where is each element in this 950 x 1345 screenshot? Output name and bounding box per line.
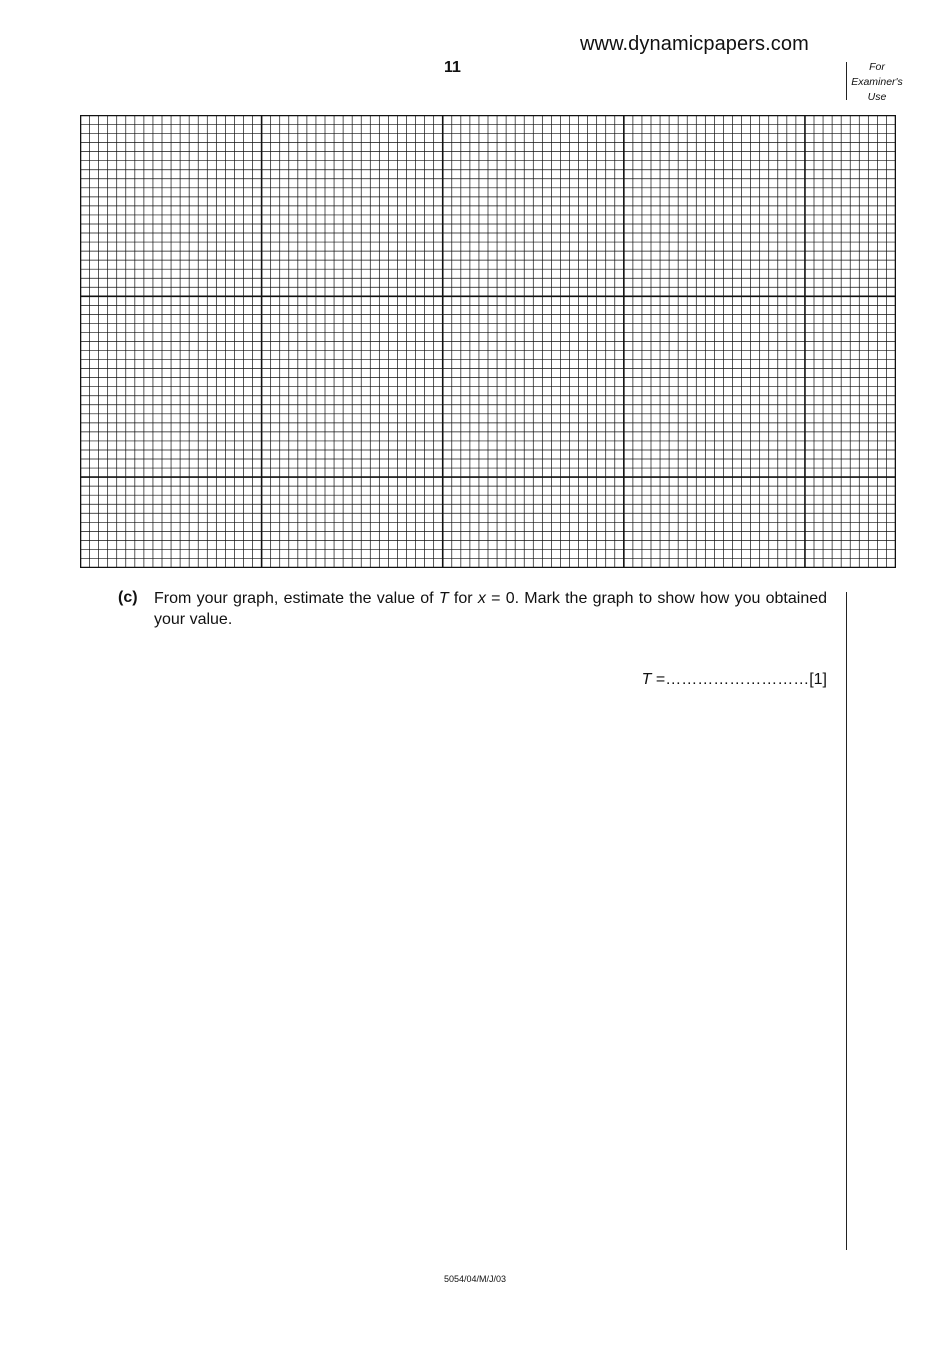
answer-marks: [1] bbox=[809, 671, 827, 688]
graph-paper[interactable] bbox=[80, 115, 896, 568]
examiner-label-line-3: Use bbox=[867, 91, 887, 103]
examiner-margin-label bbox=[848, 60, 906, 105]
page-number: 11 bbox=[444, 59, 461, 76]
question-variable-t: T bbox=[438, 590, 449, 607]
answer-variable-t: T bbox=[641, 671, 652, 688]
examiner-margin-top-rule bbox=[846, 62, 847, 100]
question-text bbox=[154, 588, 827, 630]
answer-blank[interactable]: ……………………… bbox=[665, 671, 810, 688]
website-url: www.dynamicpapers.com bbox=[580, 33, 809, 55]
question-text-part-2: for bbox=[448, 590, 478, 607]
question-text-part-3: = 0. Mark the graph to show how you obtained your value. bbox=[154, 590, 828, 628]
footer-code: 5054/04/M/J/03 bbox=[443, 1274, 507, 1284]
answer-equals: = bbox=[651, 671, 666, 688]
question-text-part-1: From your graph, estimate the value of bbox=[154, 590, 439, 607]
examiner-margin-rule bbox=[846, 592, 847, 1250]
examiner-label-line-2: Examiner's bbox=[851, 76, 903, 88]
graph-grid-lines bbox=[80, 115, 896, 568]
examiner-label-line-1: For bbox=[869, 61, 885, 73]
question-label: (c) bbox=[118, 589, 138, 606]
answer-line[interactable] bbox=[520, 671, 827, 689]
question-variable-x: x bbox=[477, 590, 486, 607]
